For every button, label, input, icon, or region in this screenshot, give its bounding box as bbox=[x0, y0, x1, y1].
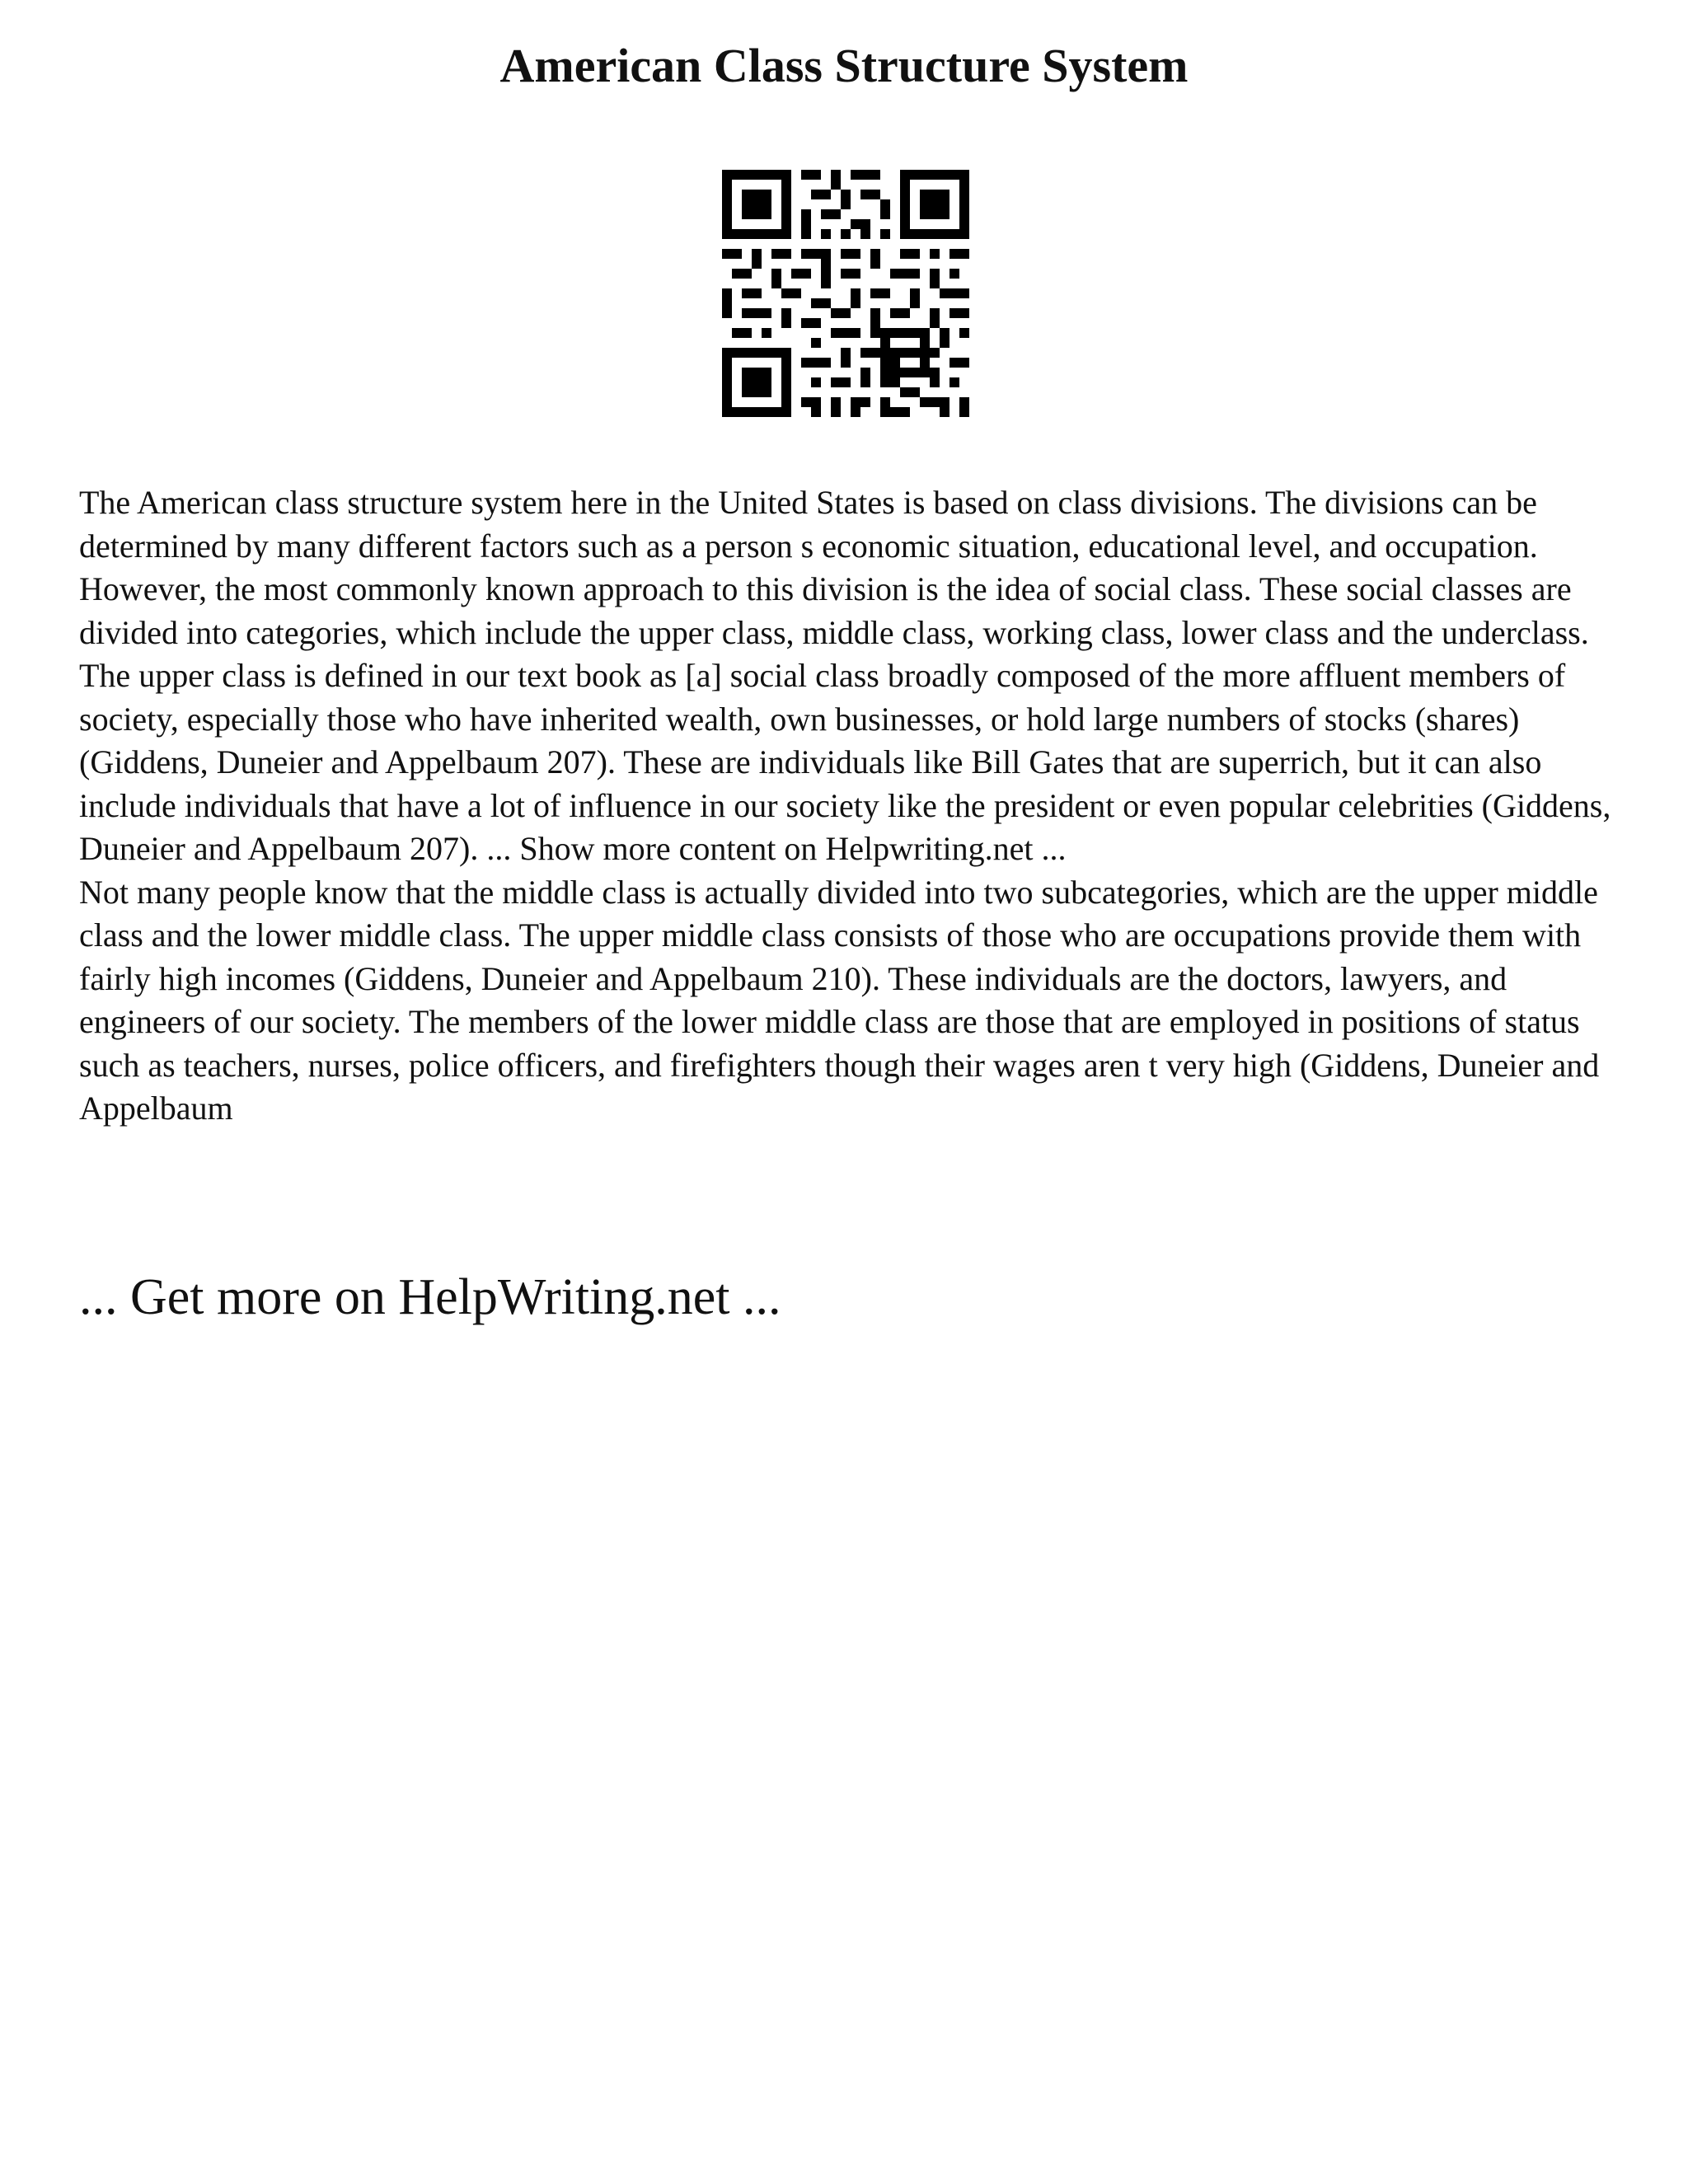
get-more-link[interactable]: ... Get more on HelpWriting.net ... bbox=[79, 1269, 781, 1325]
qr-code-icon bbox=[722, 170, 969, 417]
page-title: American Class Structure System bbox=[499, 39, 1189, 92]
paragraph: The American class structure system here in the United States is based on class divisions. The divisions can be determined by many different factors such as a person s economic situation, educational level, and occupation. However, the most commonly known approach to this division is the idea of social class. These social classes are divided into categories, which include the upper class, middle class, working class, lower class and the underclass. bbox=[79, 484, 1589, 651]
paragraph: Not many people know that the middle class is actually divided into two subcategories, which are the upper middle class and the lower middle class. The upper middle class consists of those who are occupations provide them with fairly high incomes (Giddens, Duneier and Appelbaum 210). These individuals are the doctors, lawyers, and engineers of our society. The members of the lower middle class are those that are employed in positions of status such as teachers, nurses, police officers, and firefighters though their wages aren t very high (Giddens, Duneier and Appelbaum bbox=[79, 873, 1600, 1127]
article-body bbox=[79, 481, 1629, 1131]
paragraph: The upper class is defined in our text book as [a] social class broadly composed of the more affluent members of society, especially those who have inherited wealth, own businesses, or hold large numbers of stocks (shares) (Giddens, Duneier and Appelbaum 207). These are individuals like Bill Gates that are superrich, but it can also include individuals that have a lot of influence in our society like the president or even popular celebrities (Giddens, Duneier and Appelbaum 207). ... Show more content on Helpwriting.net ... bbox=[79, 657, 1611, 867]
